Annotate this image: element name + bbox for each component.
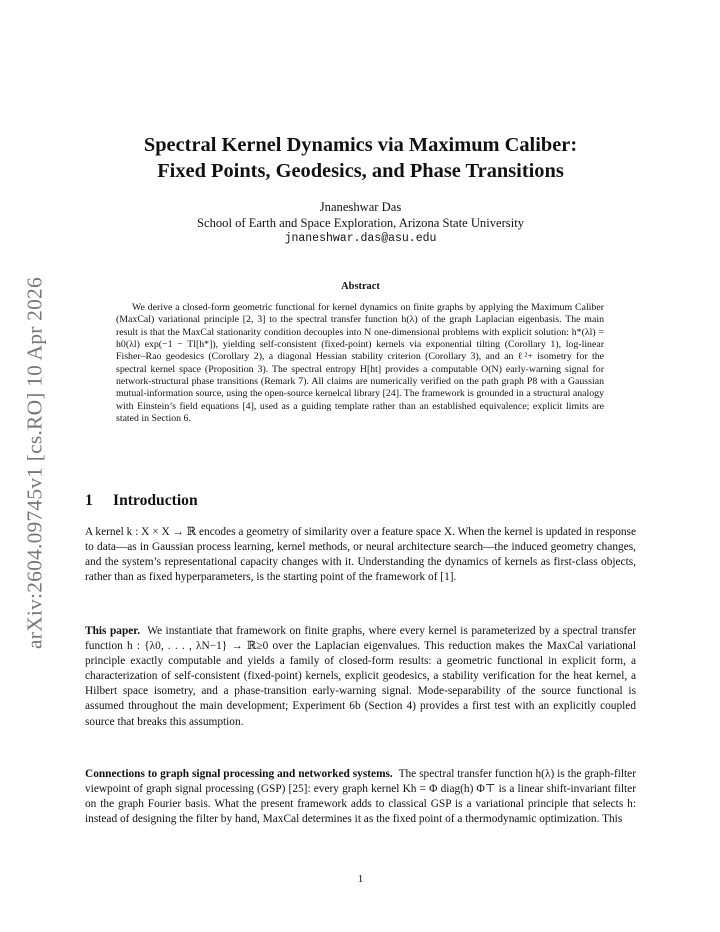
abstract-text: We derive a closed-form geometric functional for kernel dynamics on finite graphs by applying the Maximum Caliber (MaxCal) variational principle [2, 3] to the spectral transfer function h(λ) of the graph Laplacian eigenbasis. The main result is that the MaxCal stationarity condition decouples into N one-dimensional problems with explicit solution: h*(λl) = h0(λl) exp(−1 − Tl[h*]), yielding self-consistent (fixed-point) kernels via exponential tilting (Corollary 1), log-linear Fisher–Rao geodesics (Corollary 2), a diagonal Hessian stability criterion (Corollary 3), and an ℓ²+ isometry for the spectral kernel space (Proposition 3). The spectral entropy H[ht] provides a computable O(N) early-warning signal for network-structural phase transitions (Remark 7). All claims are numerically verified on the path graph P8 with a Gaussian mutual-information source, using the open-source kernelcal library [24]. The framework is grounded in a structural analogy with Einstein’s field equations [4], used as a guiding template rather than an established equivalence; explicit limits are stated in Section 6. — [116, 302, 604, 425]
section-number: 1 — [85, 492, 93, 509]
paragraph-lead: This paper. — [85, 625, 141, 637]
intro-paragraph-3 — [85, 767, 636, 827]
abstract — [116, 302, 604, 425]
author-name: Jnaneshwar Das — [319, 200, 402, 214]
paragraph-body: The spectral transfer function h(λ) is the graph-filter viewpoint of graph signal processing (GSP) [25]: every graph kernel Kh = Φ diag(h) Φ⊤ is a linear shift-invariant filter on the graph Fourier basis. What the present framework adds to classical GSP is a variational principle that selects h: instead of designing the filter by hand, MaxCal determines it as the fixed point of a thermodynamic optimization. This — [85, 768, 636, 826]
arxiv-identifier: arXiv:2604.09745v1 [cs.RO] 10 Apr 2026 — [22, 277, 47, 649]
paper-title — [85, 132, 636, 184]
page-number: 1 — [357, 873, 364, 885]
title-line-2: Fixed Points, Geodesics, and Phase Transitions — [157, 160, 564, 182]
abstract-heading: Abstract — [341, 281, 380, 292]
arxiv-sidebar — [20, 258, 50, 668]
paragraph-body: We instantiate that framework on finite graphs, where every kernel is parameterized by a spectral transfer function h : {λ0, . . . , λN−1} → ℝ≥0 over the Laplacian eigenvalues. This reduction makes the MaxCal variational principle exactly computable and yields a family of closed-form results: a geometric functional in explicit form, a characterization of self-consistent (fixed-point) kernels, explicit geodesics, a stability verification for the heat kernel, a Hilbert space isometry, and a phase-transition early-warning signal. Mode-separability of the source functional is assumed throughout the main development; Experiment 6b (Section 4) provides a first test with an explicitly coupled source that breaks this assumption. — [85, 625, 637, 728]
intro-paragraph-2 — [85, 624, 636, 730]
section-heading — [85, 492, 636, 510]
title-line-1: Spectral Kernel Dynamics via Maximum Caliber: — [143, 134, 578, 156]
section-title: Introduction — [113, 492, 198, 509]
author-email: jnaneshwar.das@asu.edu — [284, 232, 437, 245]
author-affiliation: School of Earth and Space Exploration, Arizona State University — [196, 216, 524, 230]
paragraph-lead: Connections to graph signal processing and networked systems. — [85, 768, 393, 780]
intro-paragraph-1: A kernel k : X × X → ℝ encodes a geometry of similarity over a feature space X. When the kernel is updated in response to data—as in Gaussian process learning, kernel methods, or neural architecture search—the induced geometry changes, and the system’s representational capacity changes with it. Understanding the dynamics of kernels as first-class objects, rather than as fixed hyperparameters, is the starting point of the framework of [1]. — [85, 526, 636, 584]
author-block — [85, 199, 636, 247]
